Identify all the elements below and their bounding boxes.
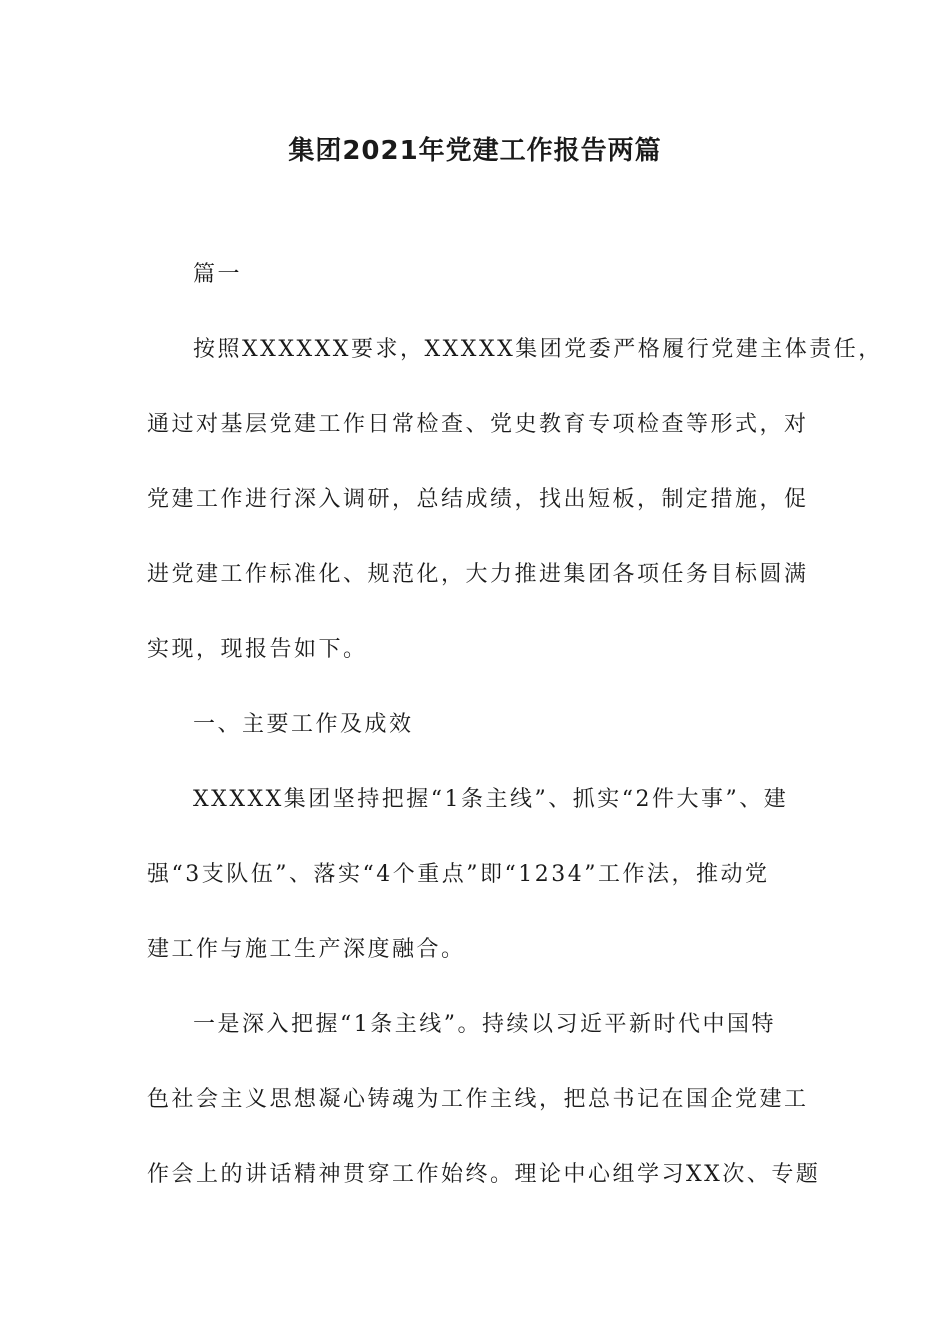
paragraph-line: 党建工作进行深入调研，总结成绩，找出短板，制定措施，促 [147, 487, 809, 512]
paragraph-line: 进党建工作标准化、规范化，大力推进集团各项任务目标圆满 [147, 562, 809, 587]
paragraph-line: 实现，现报告如下。 [147, 637, 368, 662]
section-heading-part-one: 篇一 [193, 262, 243, 287]
paragraph-line: 色社会主义思想凝心铸魂为工作主线，把总书记在国企党建工 [147, 1087, 809, 1112]
paragraph-line: 按照XXXXXX要求，XXXXX集团党委严格履行党建主体责任， [193, 337, 883, 362]
paragraph-line: 一是深入把握“1条主线”。持续以习近平新时代中国特 [193, 1012, 776, 1037]
paragraph-line: XXXXX集团坚持把握“1条主线”、抓实“2件大事”、建 [193, 787, 789, 812]
paragraph-line: 强“3支队伍”、落实“4个重点”即“1234”工作法，推动党 [147, 862, 770, 887]
document-title: 集团2021年党建工作报告两篇 [288, 136, 662, 166]
document-body [147, 237, 883, 1212]
paragraph-line: 作会上的讲话精神贯穿工作始终。理论中心组学习XX次、专题 [147, 1162, 821, 1187]
section-heading-main-work: 一、主要工作及成效 [193, 712, 414, 737]
paragraph-line: 通过对基层党建工作日常检查、党史教育专项检查等形式，对 [147, 412, 809, 437]
paragraph-line: 建工作与施工生产深度融合。 [147, 937, 466, 962]
